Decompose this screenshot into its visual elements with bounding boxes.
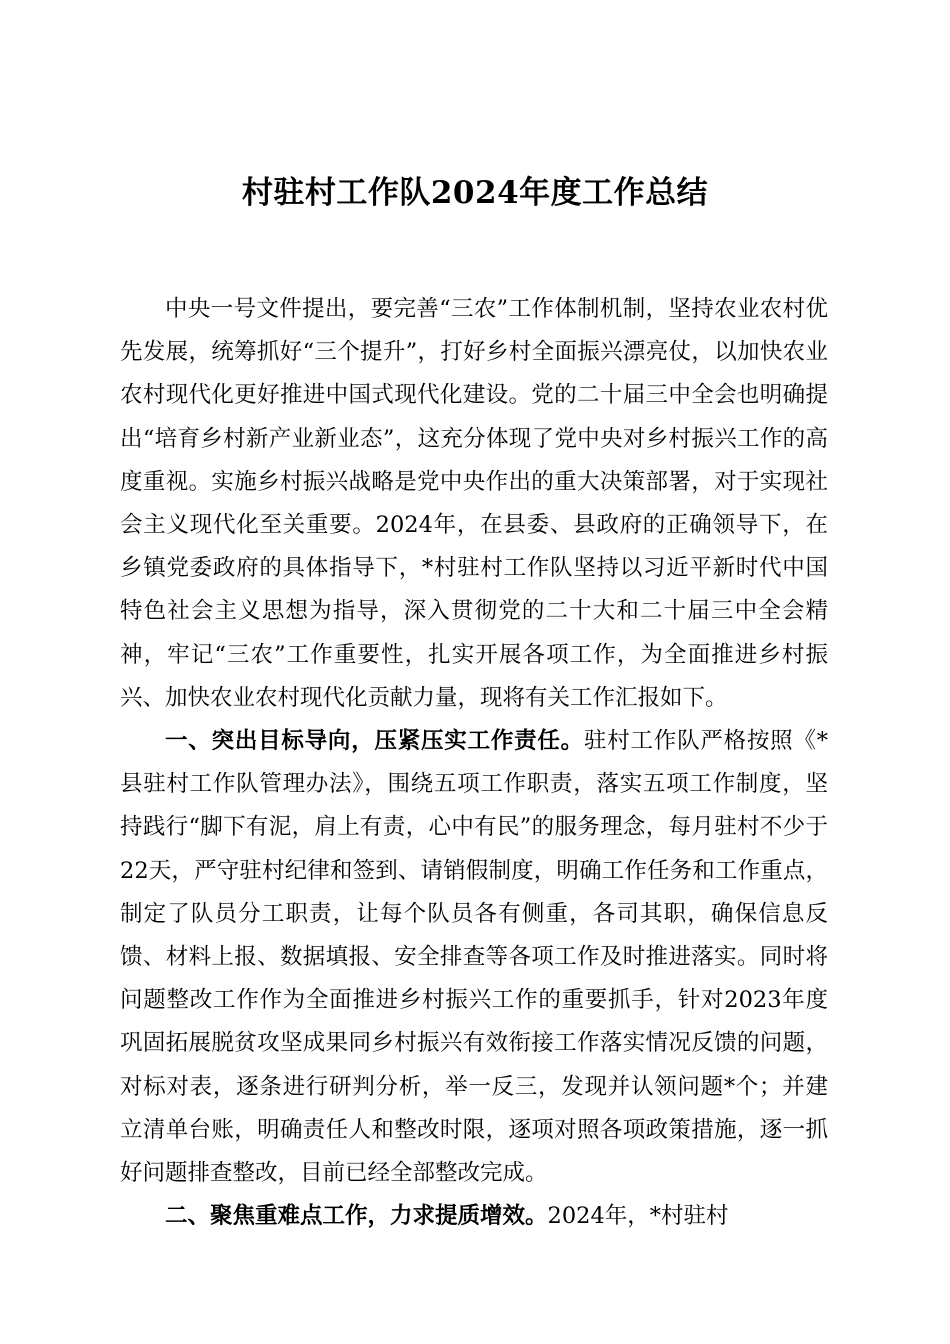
paragraph-text: 中央一号文件提出，要完善“三农”工作体制机制，坚持农业农村优先发展，统筹抓好“三个提升”，打好乡村全面振兴漂亮仗，以加快农业农村现代化更好推进中国式现代化建设。党的二十届三中全会也明确提出“培育乡村新产业新业态”，这充分体现了党中央对乡村振兴工作的高度重视。实施乡村振兴战略是党中央作出的重大决策部署，对于实现社会主义现代化至关重要。2024年，在县委、县政府的正确领导下，在乡镇党委政府的具体指导下，*村驻村工作队坚持以习近平新时代中国特色社会主义思想为指导，深入贯彻党的二十大和二十届三中全会精神，牢记“三农”工作重要性，扎实开展各项工作，为全面推进乡村振兴、加快农业农村现代化贡献力量，现将有关工作汇报如下。 (120, 296, 828, 711)
document-title: 村驻村工作队2024年度工作总结 (241, 175, 709, 211)
section-heading: 二、聚焦重难点工作，力求提质增效。 (165, 1203, 548, 1230)
paragraph-intro (120, 288, 828, 720)
paragraph-text: 驻村工作队严格按照《*县驻村工作队管理办法》，围绕五项工作职责，落实五项工作制度，坚持践行“脚下有泥，肩上有责，心中有民”的服务理念，每月驻村不少于22天，严守驻村纪律和签到、请销假制度，明确工作任务和工作重点，制定了队员分工职责，让每个队员各有侧重，各司其职，确保信息反馈、材料上报、数据填报、安全排查等各项工作及时推进落实。同时将问题整改工作作为全面推进乡村振兴工作的重要抓手，针对2023年度巩固拓展脱贫攻坚成果同乡村振兴有效衔接工作落实情况反馈的问题，对标对表，逐条进行研判分析，举一反三，发现并认领问题*个；并建立清单台账，明确责任人和整改时限，逐项对照各项政策措施，逐一抓好问题排查整改，目前已经全部整改完成。 (120, 728, 828, 1187)
paragraph-section-2 (120, 1195, 828, 1238)
paragraph-section-1 (120, 720, 828, 1195)
section-heading: 一、突出目标导向，压紧压实工作责任。 (165, 728, 584, 755)
paragraph-text: 2024年，*村驻村 (547, 1203, 729, 1230)
document-body (120, 288, 828, 1238)
